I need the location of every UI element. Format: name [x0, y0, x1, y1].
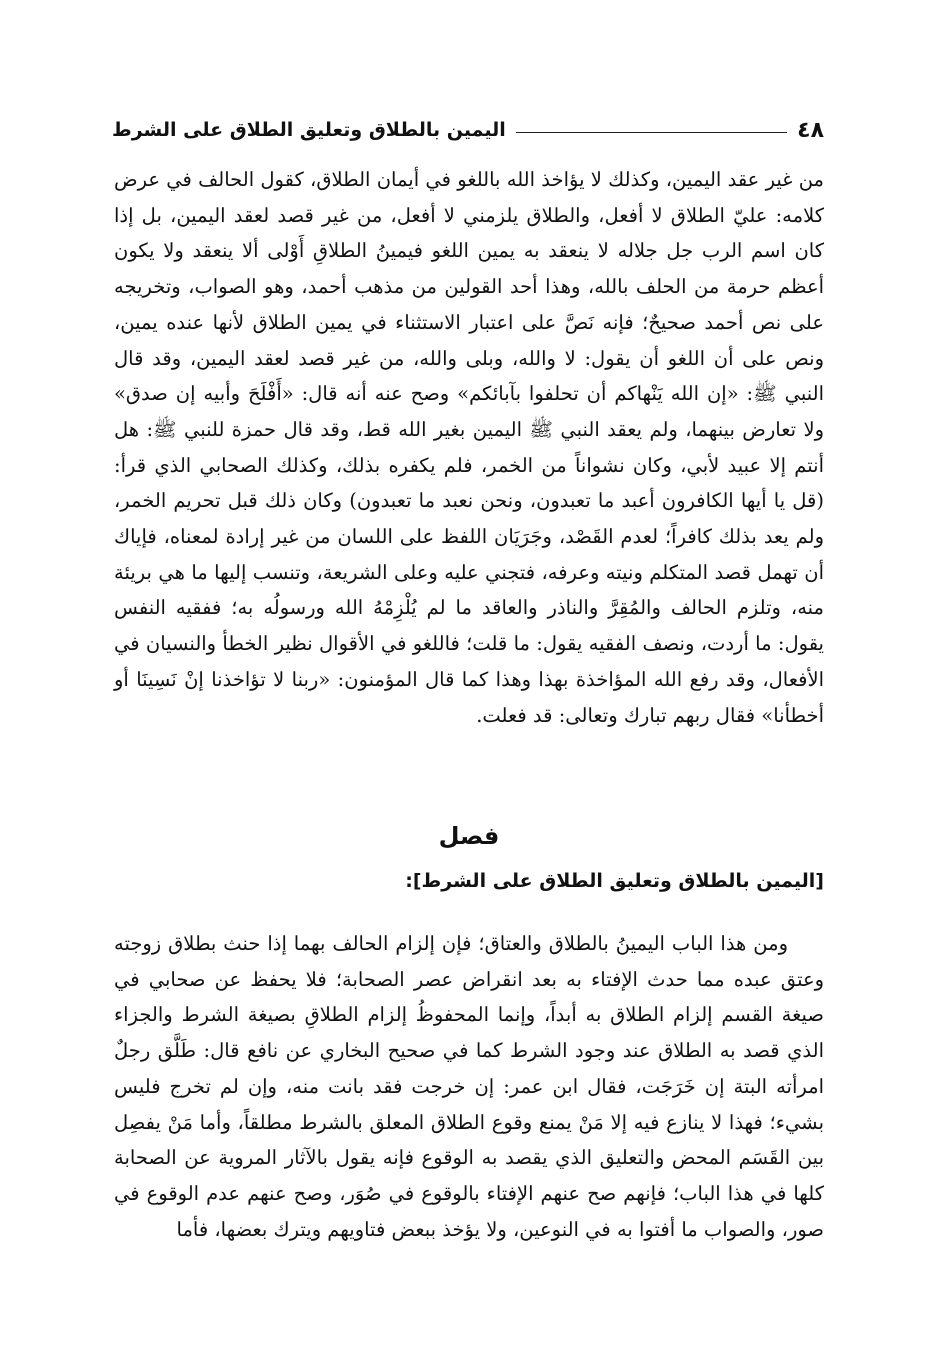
running-title: اليمين بالطلاق وتعليق الطلاق على الشرط — [112, 119, 506, 141]
body-paragraph-2 — [114, 926, 824, 1247]
header-rule — [516, 132, 787, 133]
section-heading: فصل — [438, 822, 500, 850]
section-subheading: [اليمين بالطلاق وتعليق الطلاق على الشرط]: — [405, 870, 824, 892]
page-number: ٤٨ — [797, 117, 824, 143]
body-paragraph-1 — [114, 162, 824, 733]
running-header — [112, 112, 824, 148]
paragraph-text: من غير عقد اليمين، وكذلك لا يؤاخذ الله باللغو في أيمان الطلاق، كقول الحالف في عرض كلامه: عليّ الطلاق لا أفعل، والطلاق يلزمني لا أفعل، من غير قصد لعقد اليمين، بل إذا كان اسم الرب جل جلاله لا ينعقد به يمين اللغو فيمينُ الطلاقِ أَوْلى ألا ينعقد ولا يكون أعظم حرمة من الحلف بالله، وهذا أحد القولين من مذهب أحمد، وهو الصواب، وتخريجه على نص أحمد صحيحٌ؛ فإنه نَصَّ على اعتبار الاستثناء في يمين الطلاق لأنها عنده يمين، ونص على أن اللغو أن يقول: لا والله، وبلى والله، من غير قصد لعقد اليمين، وقد قال النبي ﷺ: «إن الله يَنْهاكم أن تحلفوا بآبائكم» وصح عنه أنه قال: «أَفْلَحَ وأبيه إن صدق» ولا تعارض بينهما، ولم يعقد النبي ﷺ اليمين بغير الله قط، وقد قال حمزة للنبي ﷺ: هل أنتم إلا عبيد لأبي، وكان نشواناً من الخمر، فلم يكفره بذلك، وكذلك الصحابي الذي قرأ: (قل يا أيها الكافرون أعبد ما تعبدون، ونحن نعبد ما تعبدون) وكان ذلك قبل تحريم الخمر، ولم يعد بذلك كافراً؛ لعدم القَصْد، وجَرَيَان اللفظ على اللسان من غير إرادة لمعناه، فإياك أن تهمل قصد المتكلم ونيته وعرفه، فتجني عليه وعلى الشريعة، وتنسب إليها ما هي بريئة منه، وتلزم الحالف والمُقِرَّ والناذر والعاقد ما لم يُلْزِمْهُ الله ورسولُه به؛ ففقيه النفس يقول: ما أردت، ونصف الفقيه يقول: ما قلت؛ فاللغو في الأقوال نظير الخطأ والنسيان في الأفعال، وقد رفع الله المؤاخذة بهذا وهذا كما قال المؤمنون: «ربنا لا تؤاخذنا إنْ نَسِينَا أو أخطأنا» فقال ربهم تبارك وتعالى: قد فعلت. — [114, 168, 824, 727]
paragraph-text: ومن هذا الباب اليمينُ بالطلاق والعتاق؛ فإن إلزام الحالف بهما إذا حنث بطلاق زوجته وعتق عبده مما حدث الإفتاء به بعد انقراض عصر الصحابة؛ فلا يحفظ عن صحابي في صيغة القسم إلزام الطلاق به أبداً، وإنما المحفوظُ إلزام الطلاقِ بصيغة الشرط والجزاء الذي قصد به الطلاق عند وجود الشرط كما في صحيح البخاري عن نافع قال: طَلَّق رجلٌ امرأته البتة إن خَرَجَت، فقال ابن عمر: إن خرجت فقد بانت منه، وإن لم تخرج فليس بشيء؛ فهذا لا ينازع فيه إلا مَنْ يمنع وقوع الطلاق المعلق بالشرط مطلقاً، وأما مَنْ يفصِل بين القَسَم المحض والتعليق الذي يقصد به الوقوع فإنه يقول بالآثار المروية عن الصحابة كلها في هذا الباب؛ فإنهم صح عنهم الإفتاء بالوقوع في صُوَر، وصح عنهم عدم الوقوع في صور، والصواب ما أفتوا به في النوعين، ولا يؤخذ ببعض فتاويهم ويترك بعضها، فأما — [114, 932, 824, 1241]
